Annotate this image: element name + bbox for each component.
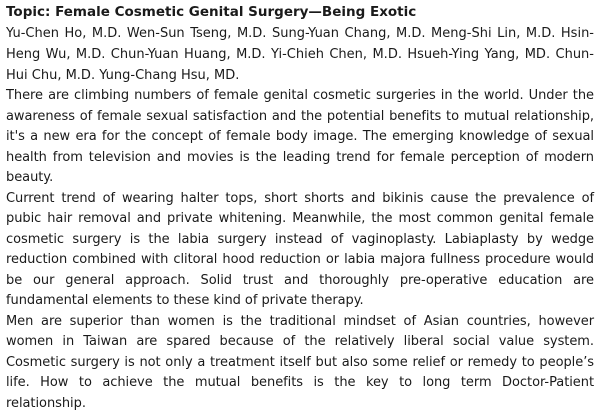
document-title: Topic: Female Cosmetic Genital Surgery—Being Exotic [6, 4, 417, 20]
author-list: Yu-Chen Ho, M.D. Wen-Sun Tseng, M.D. Sung-Yuan Chang, M.D. Meng-Shi Lin, M.D. Hsin-Heng Wu, M.D. Chun-Yuan Huang, M.D. Yi-Chieh Chen, M.D. Hsueh-Ying Yang, MD. Chun-Hui Chu, M.D. Yung-Chang Hsu, MD. [6, 26, 594, 83]
paragraph-trends: Current trend of wearing halter tops, short shorts and bikinis cause the prevalence of pubic hair removal and private whitening. Meanwhile, the most common genital female cosmetic surgery is the labia surgery instead of vaginoplasty. Labiaplasty by wedge reduction combined with clitoral hood reduction or labia majora fullness procedure would be our general approach. Solid trust and thoroughly pre-operative education are fundamental elements to these kind of private therapy. [6, 190, 594, 308]
paragraph-intro: There are climbing numbers of female genital cosmetic surgeries in the world. Under the awareness of female sexual satisfaction and the potential benefits to mutual relationship, it's a new era for the concept of female body image. The emerging knowledge of sexual health from television and movies is the leading trend for female perception of modern beauty. [6, 88, 594, 185]
document-page [6, 2, 594, 413]
paragraph-culture: Men are superior than women is the traditional mindset of Asian countries, however women in Taiwan are spared because of the relatively liberal social value system. Cosmetic surgery is not only a treatment itself but also some relief or remedy to people’s life. How to achieve the mutual benefits is the key to long term Doctor-Patient relationship. [6, 313, 594, 411]
